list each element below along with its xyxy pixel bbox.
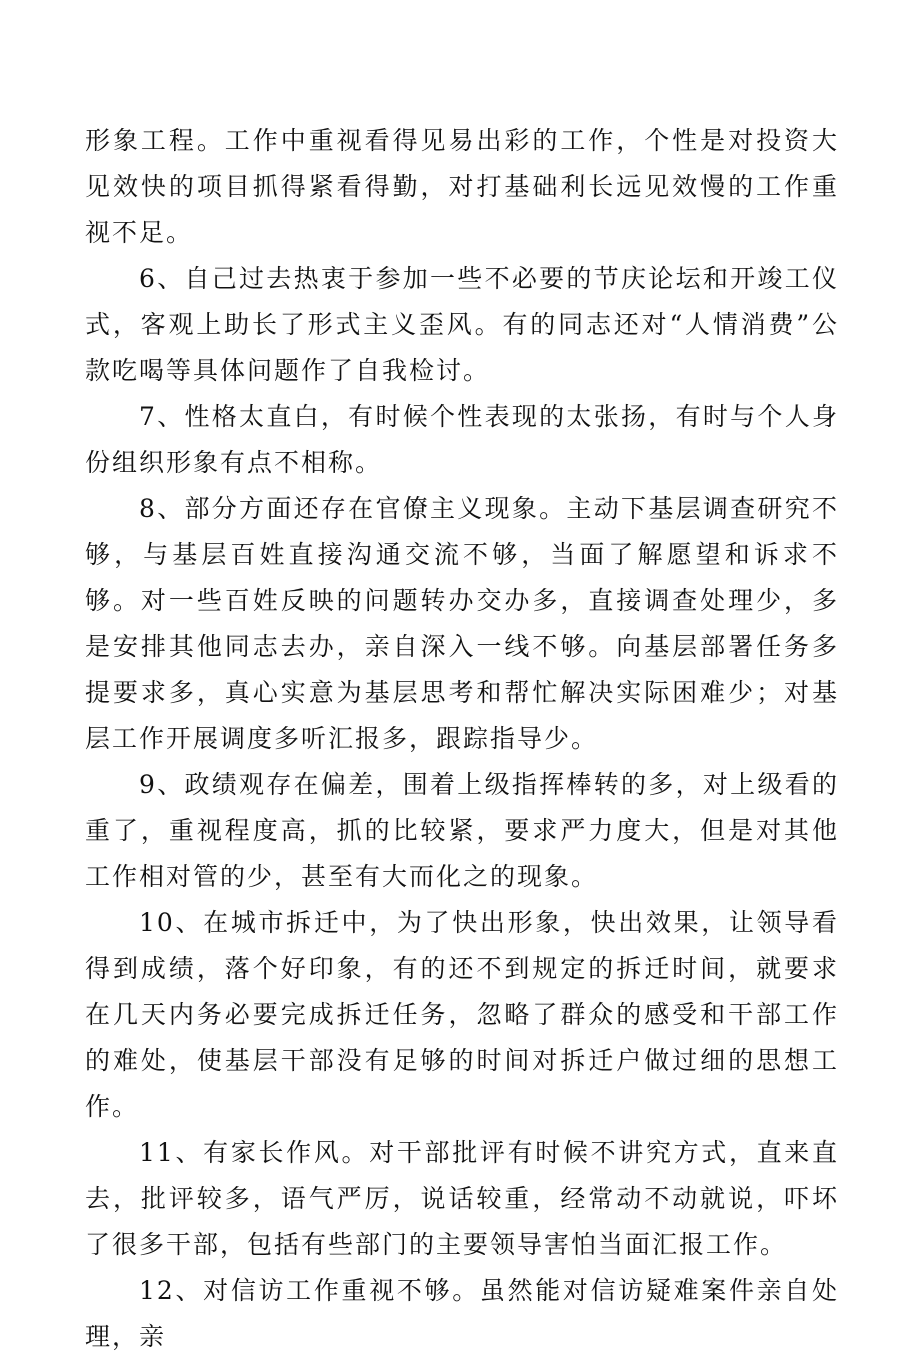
paragraph-item-10: 10、在城市拆迁中，为了快出形象，快出效果，让领导看得到成绩，落个好印象，有的还不到规定的拆迁时间，就要求在几天内务必要完成拆迁任务，忽略了群众的感受和干部工作的难处，使基层干部没有足够的时间对拆迁户做过细的思想工作。 <box>85 908 839 1121</box>
paragraph-continuation: 形象工程。工作中重视看得见易出彩的工作，个性是对投资大见效快的项目抓得紧看得勤，对打基础利长远见效慢的工作重视不足。 <box>85 126 839 247</box>
paragraph-item-8: 8、部分方面还存在官僚主义现象。主动下基层调查研究不够，与基层百姓直接沟通交流不够，当面了解愿望和诉求不够。对一些百姓反映的问题转办交办多，直接调查处理少，多是安排其他同志去办，亲自深入一线不够。向基层部署任务多提要求多，真心实意为基层思考和帮忙解决实际困难少；对基层工作开展调度多听汇报多，跟踪指导少。 <box>85 494 839 753</box>
paragraph-item-12: 12、对信访工作重视不够。虽然能对信访疑难案件亲自处理，亲 <box>85 1276 839 1351</box>
paragraph-item-9: 9、政绩观存在偏差，围着上级指挥棒转的多，对上级看的重了，重视程度高，抓的比较紧，要求严力度大，但是对其他工作相对管的少，甚至有大而化之的现象。 <box>85 770 839 891</box>
document-body <box>85 118 839 1360</box>
paragraph-item-11: 11、有家长作风。对干部批评有时候不讲究方式，直来直去，批评较多，语气严厉，说话较重，经常动不动就说，吓坏了很多干部，包括有些部门的主要领导害怕当面汇报工作。 <box>85 1138 839 1259</box>
paragraph-item-6: 6、自己过去热衷于参加一些不必要的节庆论坛和开竣工仪式，客观上助长了形式主义歪风。有的同志还对“人情消费”公款吃喝等具体问题作了自我检讨。 <box>85 264 839 385</box>
paragraph-item-7: 7、性格太直白，有时候个性表现的太张扬，有时与个人身份组织形象有点不相称。 <box>85 402 839 477</box>
